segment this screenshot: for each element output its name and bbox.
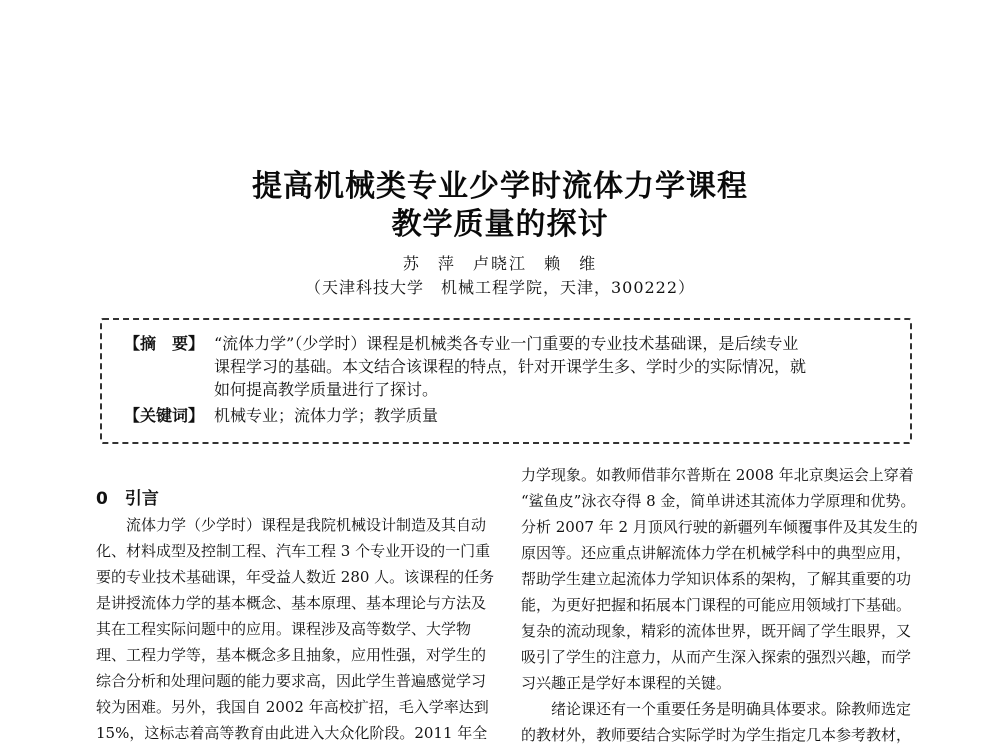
body-line: 理、工程力学等，基本概念多且抽象，应用性强，对学生的 (96, 646, 487, 664)
keywords-line: 机械专业；流体力学；教学质量 (214, 406, 439, 425)
body-line: 能，为更好把握和拓展本门课程的可能应用领域打下基础。 (521, 596, 912, 614)
abstract-label: 【摘 要】 (124, 334, 205, 353)
affiliation: （天津科技大学 机械工程学院，天津，300222） (304, 278, 696, 297)
body-line: 吸引了学生的注意力，从而产生深入探索的强烈兴趣，而学 (521, 648, 912, 666)
body-line: 流体力学（少学时）课程是我院机械设计制造及其自动 (96, 516, 487, 534)
abstract-line: “流体力学”（少学时）课程是机械类各专业一门重要的专业技术基础课，是后续专业 (214, 334, 799, 353)
keywords-label: 【关键词】 (124, 406, 205, 425)
authors: 苏 萍 卢晓江 赖 维 (402, 254, 598, 273)
body-line: 综合分析和处理问题的能力要求高，因此学生普遍感觉学习 (96, 672, 487, 690)
body-line: “鲨鱼皮”泳衣夺得 8 金，简单讲述其流体力学原理和优势。 (521, 492, 916, 510)
body-line: 较为困难。另外，我国自 2002 年高校扩招，毛入学率达到 (96, 698, 489, 716)
body-line: 原因等。还应重点讲解流体力学在机械学科中的典型应用， (521, 544, 912, 562)
body-line: 化、材料成型及控制工程、汽车工程 3 个专业开设的一门重 (96, 542, 491, 560)
body-line: 复杂的流动现象，精彩的流体世界，既开阔了学生眼界，又 (521, 622, 912, 640)
abstract-line: 如何提高教学质量进行了探讨。 (214, 380, 439, 399)
paper-title-line-2: 教学质量的探讨 (391, 207, 609, 242)
abstract-box (100, 318, 912, 444)
abstract-line: 课程学习的基础。本文结合该课程的特点，针对开课学生多、学时少的实际情况，就 (214, 357, 807, 376)
body-line: 的教材外，教师要结合实际学时为学生指定几本参考教材， (521, 726, 912, 744)
body-line: 要的专业技术基础课，年受益人数近 280 人。该课程的任务 (96, 568, 494, 586)
keywords-text (214, 404, 878, 427)
paper-title-line-1: 提高机械类专业少学时流体力学课程 (252, 169, 748, 204)
section-heading: 0 引言 (96, 489, 159, 509)
left-column (96, 512, 494, 746)
body-line: 15%，这标志着高等教育由此进入大众化阶段。2011 年全 (96, 724, 488, 742)
body-line: 力学现象。如教师借菲尔普斯在 2008 年北京奥运会上穿着 (521, 466, 914, 484)
body-line: 帮助学生建立起流体力学知识体系的架构，了解其重要的功 (521, 570, 912, 588)
abstract-text (214, 332, 878, 401)
body-line: 分析 2007 年 2 月顶风行驶的新疆列车倾覆事件及其发生的 (521, 518, 918, 536)
body-line: 其在工程实际问题中的应用。课程涉及高等数学、大学物 (96, 620, 472, 638)
body-line: 是讲授流体力学的基本概念、基本原理、基本理论与方法及 (96, 594, 487, 612)
body-line: 习兴趣正是学好本课程的关键。 (521, 674, 732, 692)
right-column (521, 462, 919, 748)
body-line: 绪论课还有一个重要任务是明确具体要求。除教师选定 (521, 700, 912, 718)
